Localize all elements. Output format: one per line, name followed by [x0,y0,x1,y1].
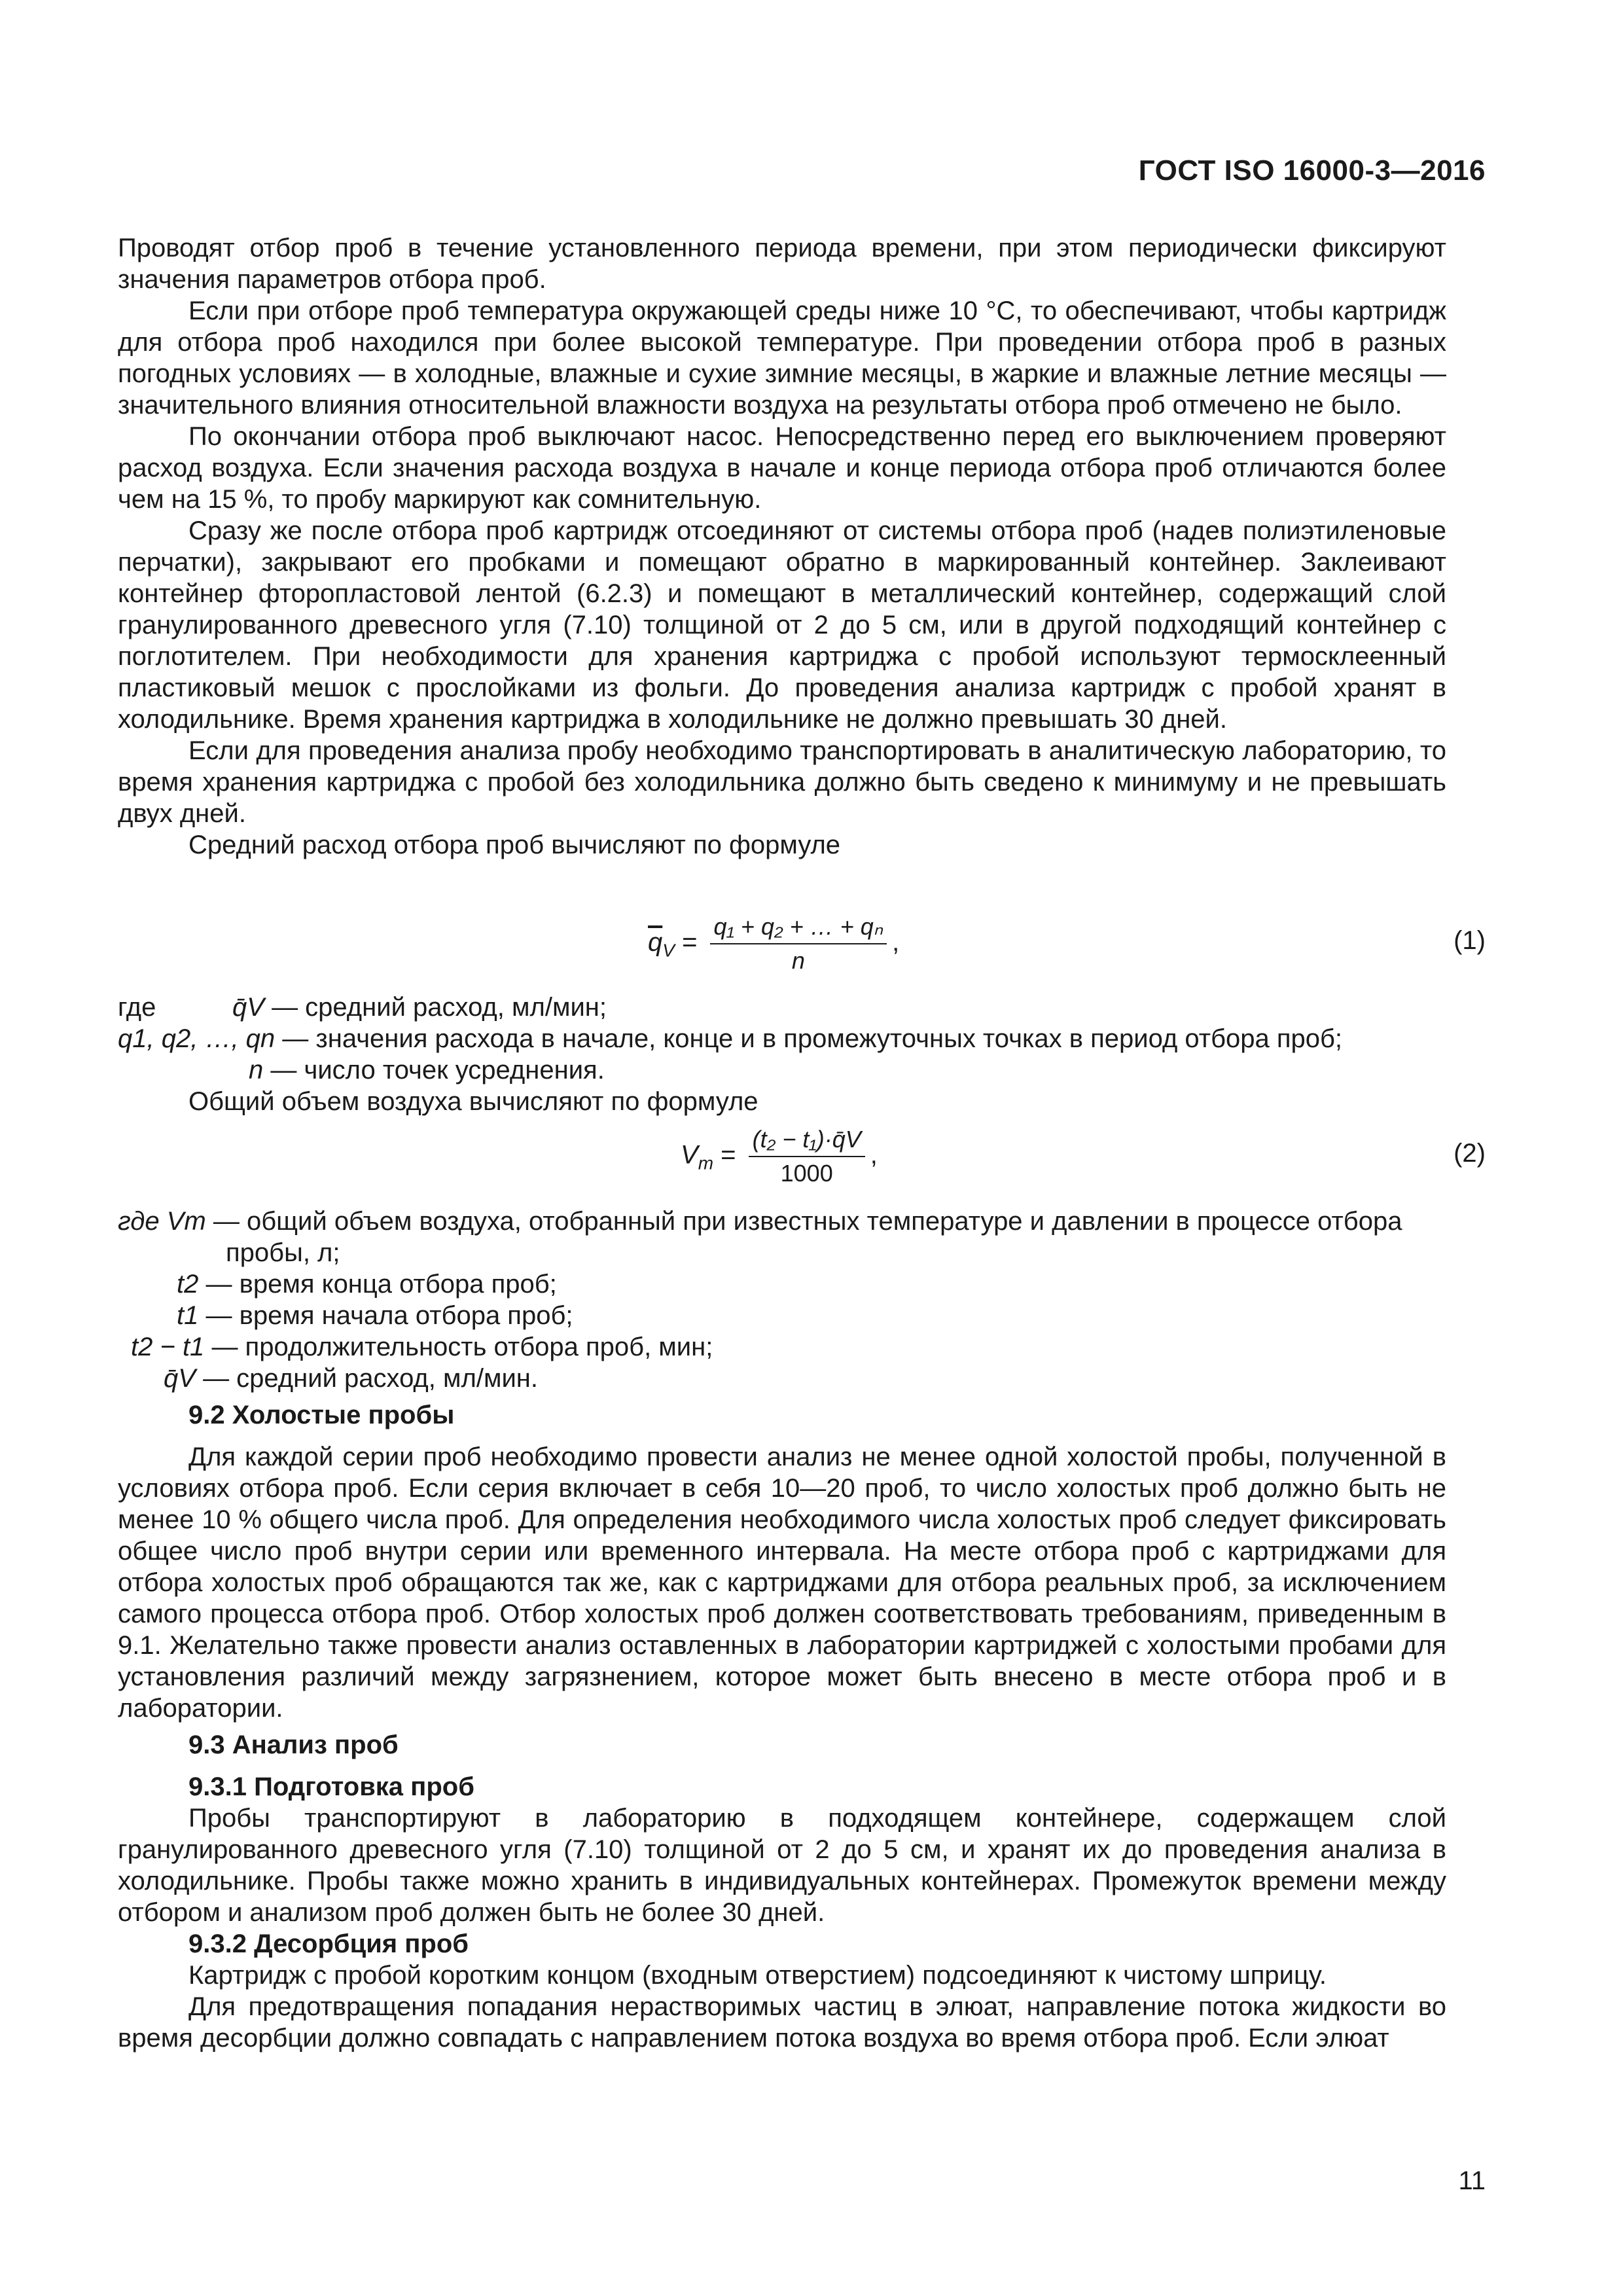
where-item-continuation: пробы, л; [226,1238,340,1267]
symbol: n [249,1056,264,1085]
description: — средний расход, мл/мин; [272,993,607,1022]
body-block-1 [118,232,1446,861]
formula-2-numerator: (t₂ − t₁)·q̄V [749,1126,865,1157]
description: — время конца отбора проб; [205,1270,557,1299]
document-header: ГОСТ ISO 16000-3—2016 [1138,154,1486,187]
where-item [177,1300,573,1331]
formula-2-fraction [749,1126,865,1187]
formula-1-numerator: q₁ + q₂ + … + qₙ [710,913,887,944]
paragraph: Общий объем воздуха вычисляют по формуле [188,1087,758,1116]
paragraph: Сразу же после отбора проб картридж отсоединяют от системы отбора проб (надев полиэтиленовые перчатки), закрывают его пробками и помещают обратно в маркированный контейнер. Заклеивают контейнер фторопластовой лентой (6.2.3) и помещают в металлический контейнер, содержащий слой гранулированного древесного угля (7.10) толщиной от 2 до 5 см, или в другой подходящий контейнер с поглотителем. При необходимости для хранения картриджа с пробой используют термосклеенный пластиковый мешок с прослойками из фольги. До проведения анализа картридж с пробой хранят в холодильнике. Время хранения картриджа в холодильнике не должно превышать 30 дней. [118,516,1446,734]
body-block-3 [118,1399,1446,2054]
formula-1: $\overline{q}_V$ = $\frac{\text{q₁ + q₂ + … + qₙ}}{n}$ , [648,913,900,974]
paragraph: Проводят отбор проб в течение установленного периода времени, при этом периодически фиксируют значения параметров отбора проб. [118,234,1446,294]
page-number: 11 [1458,2166,1486,2195]
symbol: t1 [177,1301,199,1330]
paragraph: Если для проведения анализа пробу необходимо транспортировать в аналитическую лабораторию, то время хранения картриджа с пробой без холодильника должно быть сведено к минимуму и не превышать двух дней. [118,736,1446,828]
where-item [164,1363,538,1394]
section-heading: 9.3.1 Подготовка проб [188,1772,474,1801]
formula-1-number: (1) [1454,926,1486,955]
symbol: q̄V [232,993,264,1022]
symbol: t2 [177,1270,199,1299]
where-item [131,1331,713,1363]
paragraph: Для каждой серии проб необходимо провести анализ не менее одной холостой пробы, полученной в условиях отбора проб. Если серия включает в себя 10—20 проб, то число холостых проб должно быть не менее 10 % общего числа проб. Для определения необходимого числа холостых проб следует фиксировать общее число проб внутри серии или временного интервала. На месте отбора проб с картриджами для отбора холостых проб обращаются так же, как с картриджами для отбора реальных проб, за исключением самого процесса отбора проб. Отбор холостых проб должен соответствовать требованиям, приведенным в 9.1. Желательно также провести анализ оставленных в лаборатории картриджей с холостыми пробами для установления различий между загрязнением, которое может быть внесено в месте отбора проб и в лаборатории. [118,1443,1446,1723]
symbol: q1, q2, …, qn [118,1024,276,1053]
section-heading: 9.2 Холостые пробы [188,1401,455,1429]
section-heading: 9.3 Анализ проб [188,1731,399,1759]
body-block-2 [118,1086,1446,1117]
where-item [249,1054,605,1086]
formula-2-lhs: V [681,1140,698,1170]
symbol: q̄V [164,1364,196,1393]
paragraph: По окончании отбора проб выключают насос. Непосредственно перед его выключением проверяют расход воздуха. Если значения расхода воздуха в начале и конце периода отбора проб отличаются более чем на 15 %, то пробу маркируют как сомнительную. [118,422,1446,514]
formula-1-denominator: n [791,947,805,974]
formula-1-lhs: $\overline{q}$ [648,927,663,957]
description: — время начала отбора проб; [205,1301,573,1330]
formula-2-denominator: 1000 [780,1160,833,1187]
formula-2: $V_m$ = $\frac{\text{(t₂ − t₁)·q̄V}}{1000}$ , [681,1126,878,1187]
formula-2-number: (2) [1454,1139,1486,1168]
where-word: где [118,993,156,1022]
symbol: t2 − t1 [131,1333,205,1361]
section-heading: 9.3.2 Десорбция проб [188,1929,469,1958]
formula-1-fraction [710,913,887,975]
description: — значения расхода в начале, конце и в промежуточных точках в период отбора проб; [282,1024,1343,1053]
symbol: где Vm [118,1207,206,1236]
description: — число точек усреднения. [270,1056,605,1085]
where-item [232,992,607,1023]
paragraph: Картридж с пробой коротким концом (входным отверстием) подсоединяют к чистому шприцу. [188,1961,1327,1990]
formula-1-lhs-sub: V [662,940,675,961]
paragraph: Пробы транспортируют в лабораторию в подходящем контейнере, содержащем слой гранулированного древесного угля (7.10) толщиной от 2 до 5 см, и хранят их до проведения анализа в холодильнике. Пробы также можно хранить в индивидуальных контейнерах. Промежуток времени между отбором и анализом проб должен быть не более 30 дней. [118,1804,1446,1927]
paragraph: Для предотвращения попадания нерастворимых частиц в элюат, направление потока жидкости во время десорбции должно совпадать с направлением потока воздуха во время отбора проб. Если элюат [118,1992,1446,2053]
description: — продолжительность отбора проб, мин; [211,1333,713,1361]
paragraph: Если при отборе проб температура окружающей среды ниже 10 °С, то обеспечивают, чтобы картридж для отбора проб находился при более высокой температуре. При проведении отбора проб в разных погодных условиях — в холодные, влажные и сухие зимние месяцы, в жаркие и влажные летние месяцы — значительного влияния относительной влажности воздуха на результаты отбора проб отмечено не было. [118,296,1446,420]
where-item [118,1023,1342,1054]
description: — общий объем воздуха, отобранный при известных температуре и давлении в процессе отбора [213,1207,1402,1236]
where-item [177,1268,557,1300]
formula-2-lhs-sub: m [698,1153,714,1174]
where-item [118,1206,1453,1237]
paragraph: Средний расход отбора проб вычисляют по формуле [188,831,841,859]
description: — средний расход, мл/мин. [203,1364,538,1393]
